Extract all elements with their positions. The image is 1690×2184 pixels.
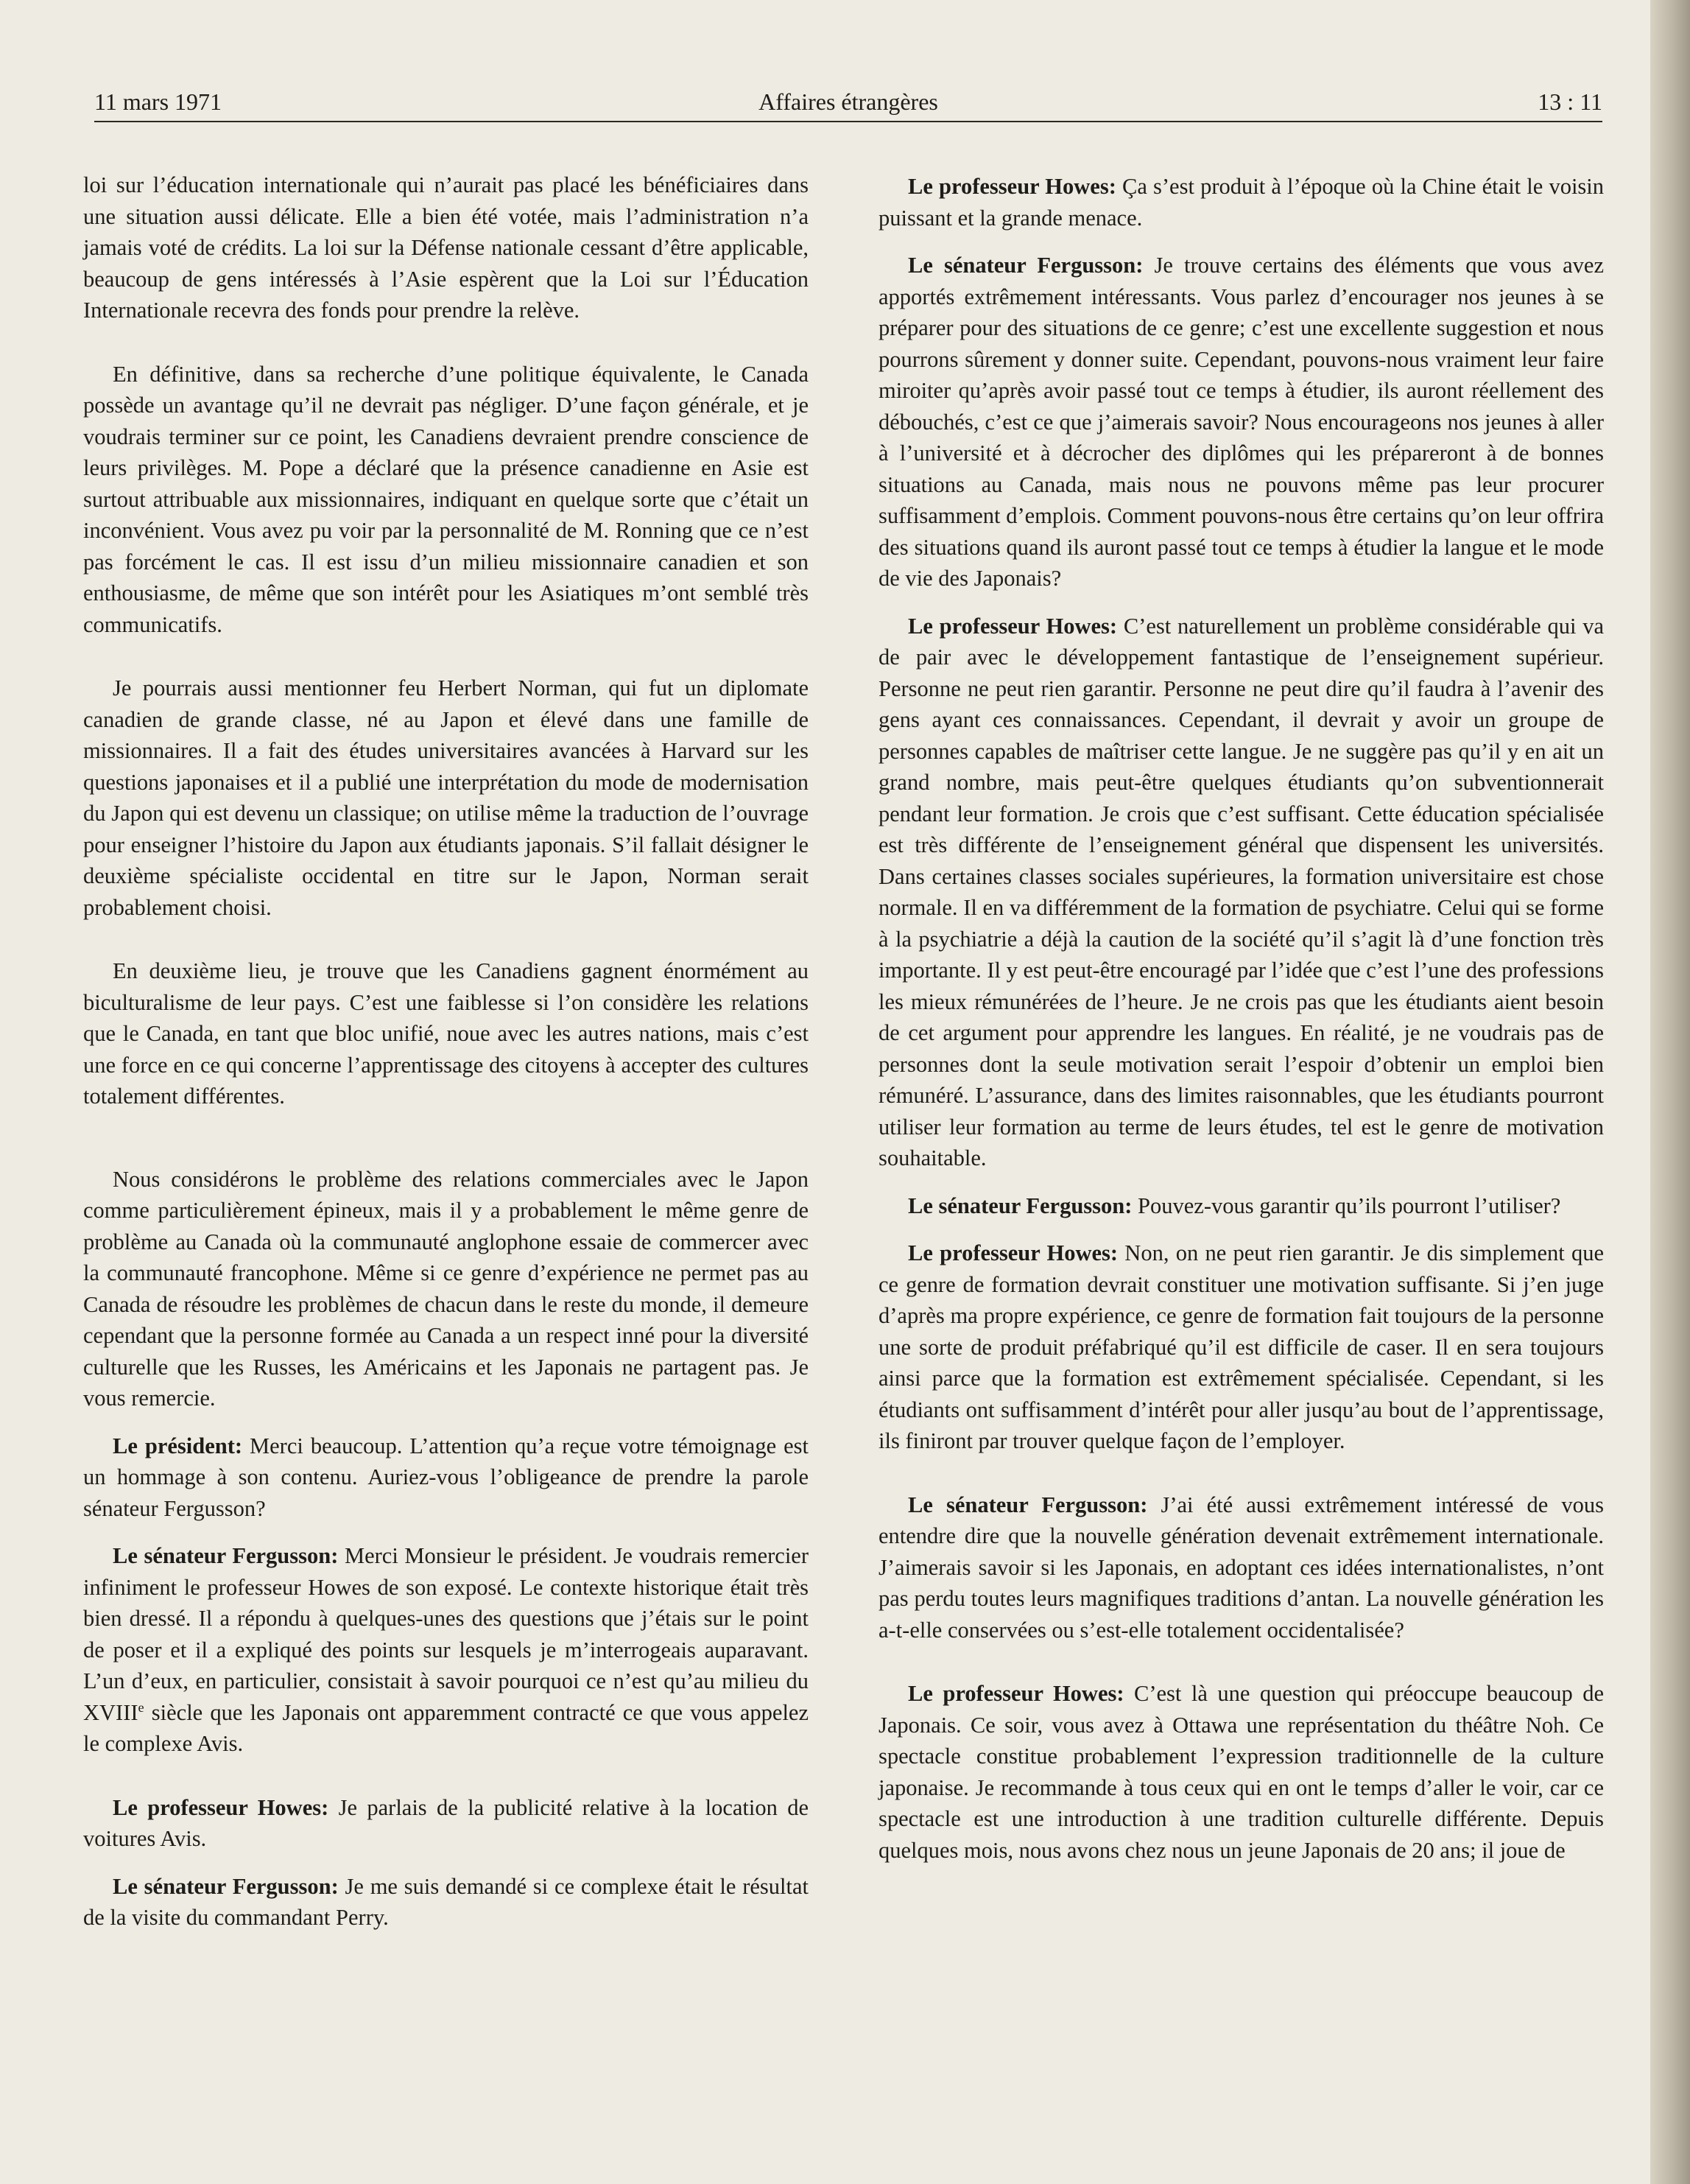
speaker-name: Le professeur Howes: [113,1794,329,1820]
speaker-name: Le professeur Howes: [908,1240,1119,1265]
speaker-name: Le sénateur Fergusson: [113,1543,339,1568]
speech-paragraph [879,1489,1604,1646]
speech-paragraph [83,1792,809,1855]
speech-paragraph [879,611,1604,1174]
paragraph: Nous considérons le problème des relations commerciales avec le Japon comme particulièrement épineux, mais il y a probablement le même genre de problème au Canada où la communauté anglophone essaie de commercer avec la communauté francophone. Même si ce genre d’expérience ne permet pas au Canada de résoudre les problèmes de chacun dans le reste du monde, il demeure cependant que la personne formée au Canada a un respect inné pour la diversité culturelle que les Russes, les Américains et les Japonais ne partagent pas. Je vous remercie. [83,1166,809,1411]
speech-text: siècle que les Japonais ont apparemment contracté ce que vous appelez le complexe Avis. [83,1699,809,1756]
speech-text: Ça s’est produit à l’époque où la Chine était le voisin puissant et la grande menace. [879,174,1605,231]
speaker-name: Le professeur Howes: [908,174,1116,199]
right-column [879,171,1604,1882]
speech-text: Non, on ne peut rien garantir. Je dis simplement que ce genre de formation devrait constituer une motivation suffisante. Si j’en juge d’après ma propre expérience, ce genre de formation fait toujours de la personne une sorte de produit préfabriqué qu’il est difficile de caser. Il en sera toujours ainsi parce que la formation est extrêmement spécialisée. Cependant, si les étudiants ont suffisamment d’intérêt pour aller jusqu’au bout de l’apprentissage, ils finiront par trouver quelque façon de l’employer. [879,1240,1605,1453]
speaker-name: Le président: [113,1433,243,1458]
superscript: e [138,1699,144,1715]
speech-paragraph [83,1430,809,1525]
speech-paragraph [879,1190,1604,1222]
speaker-name: Le sénateur Fergusson: [908,253,1144,278]
binding-edge [1650,0,1690,2184]
speech-text: Pouvez-vous garantir qu’ils pourront l’utiliser? [1132,1193,1561,1218]
speaker-name: Le sénateur Fergusson: [908,1492,1148,1517]
speaker-name: Le professeur Howes: [908,1681,1124,1706]
speaker-name: Le professeur Howes: [908,613,1118,639]
speech-paragraph [879,171,1604,234]
speech-text: Je parlais de la publicité relative à la location de voitures Avis. [83,1794,809,1851]
page-header [94,85,1602,122]
speech-text: Merci Monsieur le président. Je voudrais remercier infiniment le professeur Howes de son exposé. Le contexte historique était très bien dressé. Il a répondu à quelques-unes des questions que j’étais sur le point de poser et il a expliqué des points sur lesquels je m’interrogeais auparavant. L’un d’eux, en particulier, consistait à savoir pourquoi ce n’est qu’au milieu du XVIII [83,1543,809,1725]
speech-paragraph [879,250,1604,594]
header-date: 11 mars 1971 [94,88,222,115]
speaker-name: Le sénateur Fergusson: [113,1873,339,1899]
speech-text: J’ai été aussi extrêmement intéressé de vous entendre dire que la nouvelle génération devenait extrêmement internationale. J’aimerais savoir si les Japonais, en adoptant ces idées internationalistes, n’ont pas perdu toutes leurs magnifiques traditions d’antan. La nouvelle génération les a-t-elle conservées ou s’est-elle totalement occidentalisée? [879,1492,1604,1643]
speech-paragraph [879,1678,1604,1866]
speech-text: C’est là une question qui préoccupe beaucoup de Japonais. Ce soir, vous avez à Ottawa une représentation du théâtre Noh. Ce spectacle constitue probablement l’expression traditionnelle de la culture japonaise. Je recommande à tous ceux qui en ont le temps d’aller le voir, car ce spectacle est une introduction à une tradition culturelle différente. Depuis quelques mois, nous avons chez nous un jeune Japonais de 20 ans; il joue de [879,1681,1605,1863]
speech-paragraph [879,1237,1604,1457]
speech-text: Je me suis demandé si ce complexe était le résultat de la visite du commandant Perry. [83,1873,809,1930]
paragraph: En deuxième lieu, je trouve que les Canadiens gagnent énormément au biculturalisme de leur pays. C’est une faiblesse si l’on considère les relations que le Canada, en tant que bloc unifié, noue avec les autres nations, mais c’est une force en ce qui concerne l’apprentissage des citoyens à accepter des cultures totalement différentes. [83,958,809,1109]
paragraph: loi sur l’éducation internationale qui n’aurait pas placé les bénéficiaires dans une situation aussi délicate. Elle a bien été votée, mais l’administration n’a jamais voté de crédits. La loi sur la Défense nationale cessant d’être applicable, beaucoup de gens intéressés à l’Asie espèrent que la Loi sur l’Éducation Internationale recevra des fonds pour prendre la relève. [83,172,809,323]
speech-text: Merci beaucoup. L’attention qu’a reçue votre témoignage est un hommage à son contenu. Auriez-vous l’obligeance de prendre la parole sénateur Fergusson? [83,1433,809,1521]
left-column [83,169,809,1950]
speech-paragraph [83,1871,809,1934]
header-page-number: 13 : 11 [1538,88,1602,115]
speech-text: Je trouve certains des éléments que vous avez apportés extrêmement intéressants. Vous parlez d’encourager nos jeunes à se préparer pour des situations de ce genre; c’est une excellente suggestion et nous pourrons sûrement y donner suite. Cependant, pouvons-nous vraiment leur faire miroiter qu’après avoir passé tout ce temps à étudier, ils auront réellement des débouchés, c’est ce que j’aimerais savoir? Nous encourageons nos jeunes à aller à l’université et à décrocher des diplômes qui les prépareront à de bonnes situations au Canada, mais nous ne pouvons même pas leur procurer suffisamment d’emplois. Comment pouvons-nous être certains qu’on leur offrira des situations quand ils auront passé tout ce temps à étudier la langue et le mode de vie des Japonais? [879,253,1604,591]
speech-text: C’est naturellement un problème considérable qui va de pair avec le développement fantastique de l’enseignement supérieur. Personne ne peut rien garantir. Personne ne peut dire qu’il faudra à l’avenir des gens ayant ces connaissances. Cependant, il devrait y avoir un groupe de personnes capables de maîtriser cette langue. Je ne suggère pas qu’il y en ait un grand nombre, mais peut-être quelques étudiants qu’on subventionnerait pendant leur formation. Je crois que c’est suffisant. Cette éducation spécialisée est très différente de l’enseignement général que dispensent les universités. Dans certaines classes sociales supérieures, la formation universitaire est chose normale. Il en va différemment de la formation de psychiatre. Celui qui se forme à la psychiatrie a déjà la caution de la société qu’il s’agit là d’une fonction très importante. Il y est peut-être encouragé par l’idée que c’est l’une des professions les mieux rémunérées de l’heure. Je ne crois pas que les étudiants aient besoin de cet argument pour apprendre les langues. En réalité, je ne voudrais pas de personnes dont la seule motivation serait l’espoir d’obtenir un emploi bien rémunéré. L’assurance, dans des limites raisonnables, que les étudiants pourront utiliser leur formation au terme de leurs études, tel est le genre de motivation souhaitable. [879,613,1604,1170]
paragraph: En définitive, dans sa recherche d’une politique équivalente, le Canada possède un avantage qu’il ne devrait pas négliger. D’une façon générale, et je voudrais terminer sur ce point, les Canadiens devraient prendre conscience de leurs privilèges. M. Pope a déclaré que la présence canadienne en Asie est surtout attribuable aux missionnaires, indiquant en quelque sorte que c’était un inconvénient. Vous avez pu voir par la personnalité de M. Ronning que ce n’est pas forcément le cas. Il est issu d’un milieu missionnaire canadien et son enthousiasme, de même que son intérêt pour les Asiatiques m’ont semblé très communicatifs. [83,361,809,637]
speaker-name: Le sénateur Fergusson: [908,1193,1133,1218]
header-section-title: Affaires étrangères [758,88,938,115]
paragraph: Je pourrais aussi mentionner feu Herbert Norman, qui fut un diplomate canadien de grande classe, né au Japon et élevé dans une famille de missionnaires. Il a fait des études universitaires avancées à Harvard sur les questions japonaises et il a publié une interprétation du mode de modernisation du Japon qui est devenu un classique; on utilise même la traduction de l’ouvrage pour enseigner l’histoire du Japon aux étudiants japonais. S’il fallait désigner le deuxième spécialiste occidental en titre sur le Japon, Norman serait probablement choisi. [83,675,809,920]
speech-paragraph [83,1540,809,1760]
